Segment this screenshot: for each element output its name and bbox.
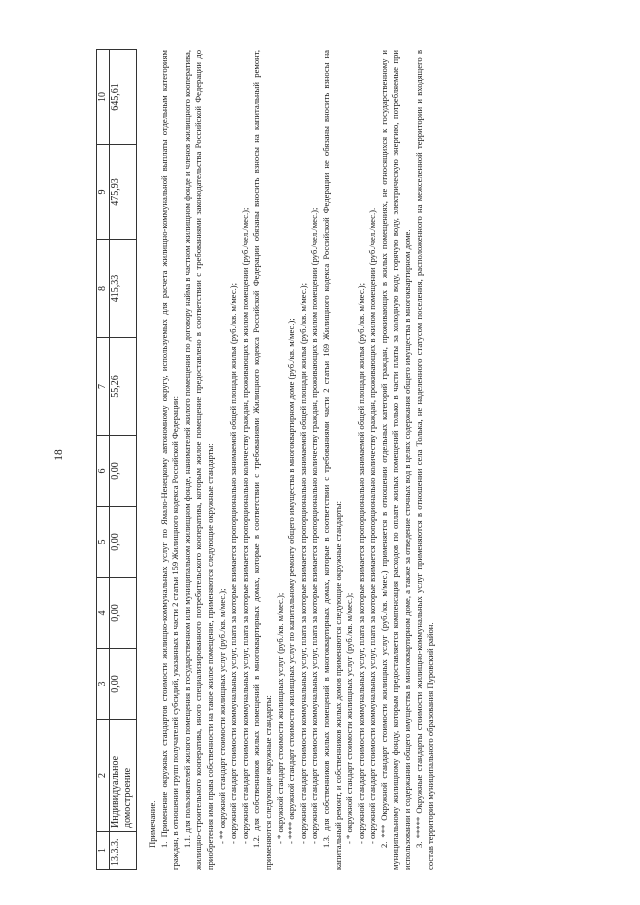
rotated-page-content xyxy=(96,50,531,870)
page-number: 18 xyxy=(53,449,65,461)
note-list-item: - окружной стандарт стоимости коммунальных услуг, плата за которые взимается пропорционально занимаемой общей площади жилья (руб./кв. м/мес.); xyxy=(297,282,308,844)
table-row xyxy=(110,50,137,870)
value-cell: 0,00 xyxy=(110,649,137,720)
value-cell: 0,00 xyxy=(110,436,137,507)
header-cell: 9 xyxy=(97,145,110,240)
note-list-item: - окружной стандарт стоимости коммунальных услуг, плата за которые взимается пропорционально количеству граждан, проживающих в жилом помещении (руб./чел./мес.); xyxy=(239,207,250,844)
note-list-item: - * окружной стандарт стоимости жилищных услуг (руб./кв. м/мес.); xyxy=(274,592,285,844)
value-cell: 645,61 xyxy=(110,50,137,145)
note-paragraph: 3. ***** Окружные стандарты стоимости жилищно-коммунальных услуг применяются в отношении села Толька, не наделенного статусом поселения, расположенного на межселенной территории и входящего в состав территории муниципального образования Пуровский район. xyxy=(413,50,436,870)
value-cell: 0,00 xyxy=(110,578,137,649)
note-list-item: - окружной стандарт стоимости коммунальных услуг, плата за которые взимается пропорционально количеству граждан, проживающих в жилом помещении (руб./чел./мес.). xyxy=(367,207,378,844)
note-list-item: - окружной стандарт стоимости коммунальных услуг, плата за которые взимается пропорционально занимаемой общей площади жилья (руб./кв. м/мес.); xyxy=(355,282,366,844)
note-list-item: - ** окружной стандарт стоимости жилищных услуг (руб./кв. м/мес.); xyxy=(216,588,227,844)
header-cell: 5 xyxy=(97,507,110,578)
table-header-row xyxy=(97,50,110,870)
header-cell: 10 xyxy=(97,50,110,145)
header-cell: 4 xyxy=(97,578,110,649)
note-paragraph: 1. Применение окружных стандартов стоимости жилищно-коммунальных услуг по Ямало-Ненецкому автономному округу, используемых для расчета жилищно-коммунальной выплаты отдельным категориям граждан, в отношении групп получателей субсидий, указанных в части 2 статьи 159 Жилищного кодекса Российской Федерации: xyxy=(158,50,181,870)
header-cell: 6 xyxy=(97,436,110,507)
note-list-item: - окружной стандарт стоимости коммунальных услуг, плата за которые взимается пропорционально занимаемой общей площади жилья (руб./кв. м/мес.); xyxy=(228,282,239,844)
header-cell: 3 xyxy=(97,649,110,720)
value-cell: 55,26 xyxy=(110,338,137,436)
note-paragraph: 1.2. для собственников жилых помещений в многоквартирных домах, которые в соответствии с требованиями Жилищного кодекса Российской Федерации обязаны вносить взносы на капитальный ремонт, применяются следующие окружные стандарты: xyxy=(251,50,273,870)
row-name-cell: Индивидуальное домостроение xyxy=(110,720,137,832)
notes-section xyxy=(147,50,437,870)
note-list-item: - **** окружной стандарт стоимости жилищных услуг по капитальному ремонту общего имущества в многоквартирном доме (руб./кв. м/мес.); xyxy=(286,318,297,844)
header-cell: 8 xyxy=(97,240,110,338)
value-cell: 0,00 xyxy=(110,507,137,578)
notes-heading: Примечание. xyxy=(147,800,157,848)
note-list-item: - окружной стандарт стоимости коммунальных услуг, плата за которые взимается пропорционально количеству граждан, проживающих в жилом помещении (руб./чел./мес.); xyxy=(309,207,320,844)
note-list-item: - * окружной стандарт стоимости жилищных услуг (руб./кв. м/мес.); xyxy=(344,592,355,844)
row-code-cell: 13.3.3. xyxy=(110,832,137,870)
note-paragraph: 1.3. для собственников жилых помещений в многоквартирных домах, которые в соответствии с требованиями части 2 статьи 169 Жилищного кодекса Российской Федерации не обязаны вносить взносы на капитальный ремонт, и собственников жилых домов применяются следующие окружные стандарты: xyxy=(320,50,343,870)
note-paragraph: 1.1. для пользователей жилого помещения в государственном или муниципальном жилищном фонде, нанимателей жилого помещения по договору найма в частном жилищном фонде и членов жилищного кооператива, жилищно-строительного кооператива, иного специализированного потребительского кооператива, которым жилое помещение предоставлено в соответствии с требованиями законодательства Российской Федерации до приобретения ими права собственности на такое жилое помещение, применяются следующие окружные стандарты: xyxy=(181,50,215,870)
header-cell: 2 xyxy=(97,720,110,832)
note-paragraph: 2. *** Окружной стандарт стоимости жилищных услуг (руб./кв. м/мес.) применяется в отношении отдельных категорий граждан, проживающих в жилых помещениях, не относящихся к государственному и муниципальному жилищному фонду, которым предоставляется компенсация расходов по оплате жилых помещений только в части платы за холодную воду, горячую воду, электрическую энергию, потребляемые при использовании и содержании общего имущества в многоквартирном доме, а также за отведение сточных вод в целях содержания общего имущества в многоквартирном доме. xyxy=(378,50,413,870)
value-cell: 475,93 xyxy=(110,145,137,240)
header-cell: 1 xyxy=(97,832,110,870)
value-cell: 415,33 xyxy=(110,240,137,338)
header-cell: 7 xyxy=(97,338,110,436)
standards-table xyxy=(96,49,137,870)
